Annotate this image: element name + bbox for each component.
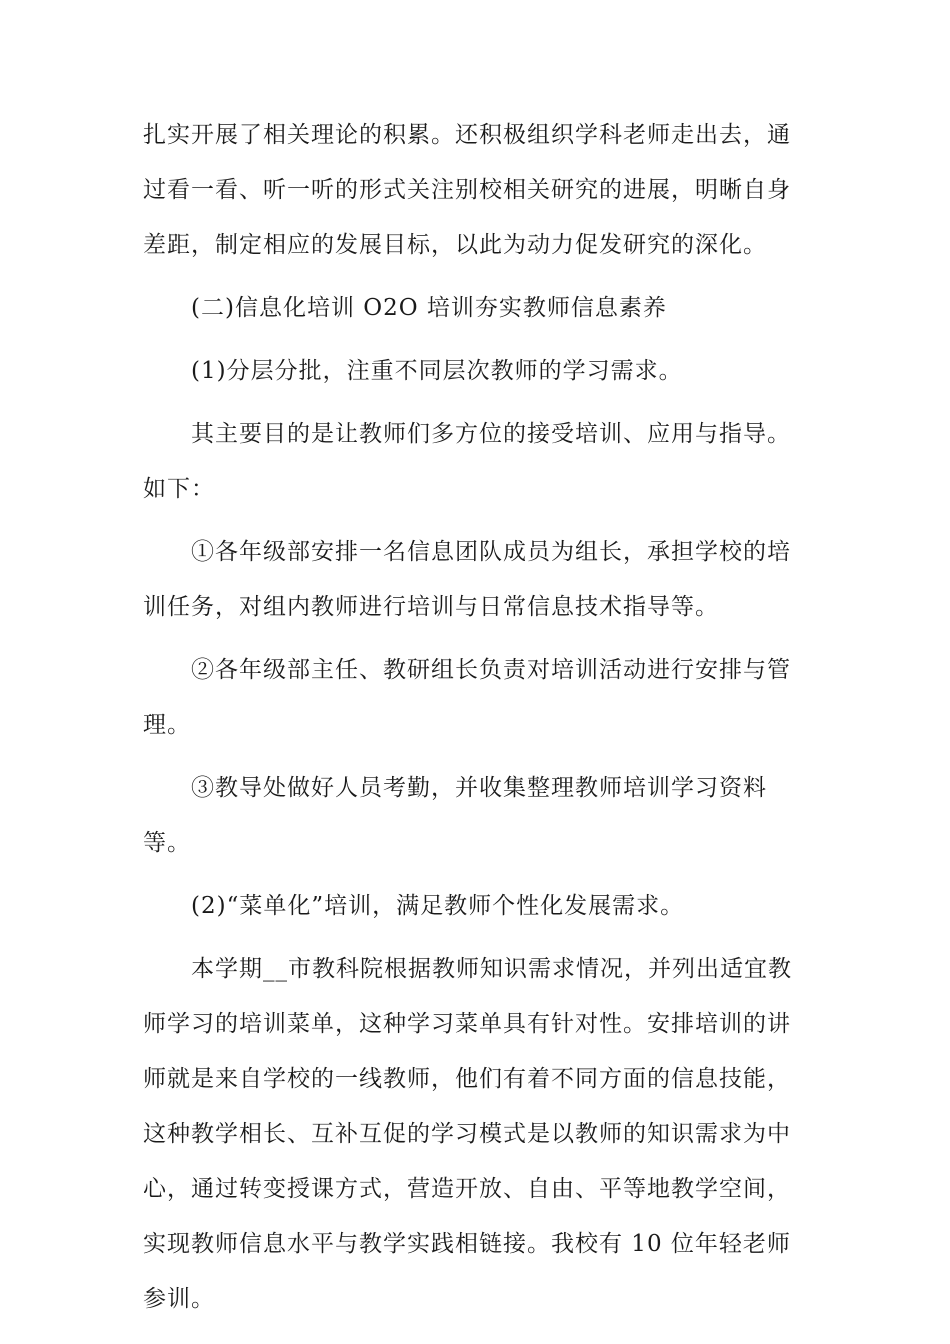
subheading-layered-training: (1)分层分批，注重不同层次教师的学习需求。 — [191, 358, 683, 384]
subheading-menu-training: (2)“菜单化”培训，满足教师个性化发展需求。 — [191, 893, 685, 919]
list-item-1: ①各年级部安排一名信息团队成员为组长，承担学校的培训任务，对组内教师进行培训与日常信息技术指导等。 — [143, 539, 791, 620]
document-body — [143, 108, 813, 1327]
list-item-3: ③教导处做好人员考勤，并收集整理教师培训学习资料等。 — [143, 775, 767, 856]
paragraph-menu-training-details: 本学期__市教科院根据教师知识需求情况，并列出适宜教师学习的培训菜单，这种学习菜单具有针对性。安排培训的讲师就是来自学校的一线教师，他们有着不同方面的信息技能，这种教学相长、互补互促的学习模式是以教师的知识需求为中心，通过转变授课方式，营造开放、自由、平等地教学空间，实现教师信息水平与教学实践相链接。我校有 10 位年轻老师参训。 — [143, 956, 792, 1312]
section-heading-informatization-training: (二)信息化培训 O2O 培训夯实教师信息素养 — [191, 295, 667, 321]
paragraph-continuation: 扎实开展了相关理论的积累。还积极组织学科老师走出去，通过看一看、听一听的形式关注别校相关研究的进展，明晰自身差距，制定相应的发展目标，以此为动力促发研究的深化。 — [143, 122, 791, 258]
list-item-2: ②各年级部主任、教研组长负责对培训活动进行安排与管理。 — [143, 657, 791, 738]
paragraph-purpose: 其主要目的是让教师们多方位的接受培训、应用与指导。如下： — [143, 421, 791, 502]
